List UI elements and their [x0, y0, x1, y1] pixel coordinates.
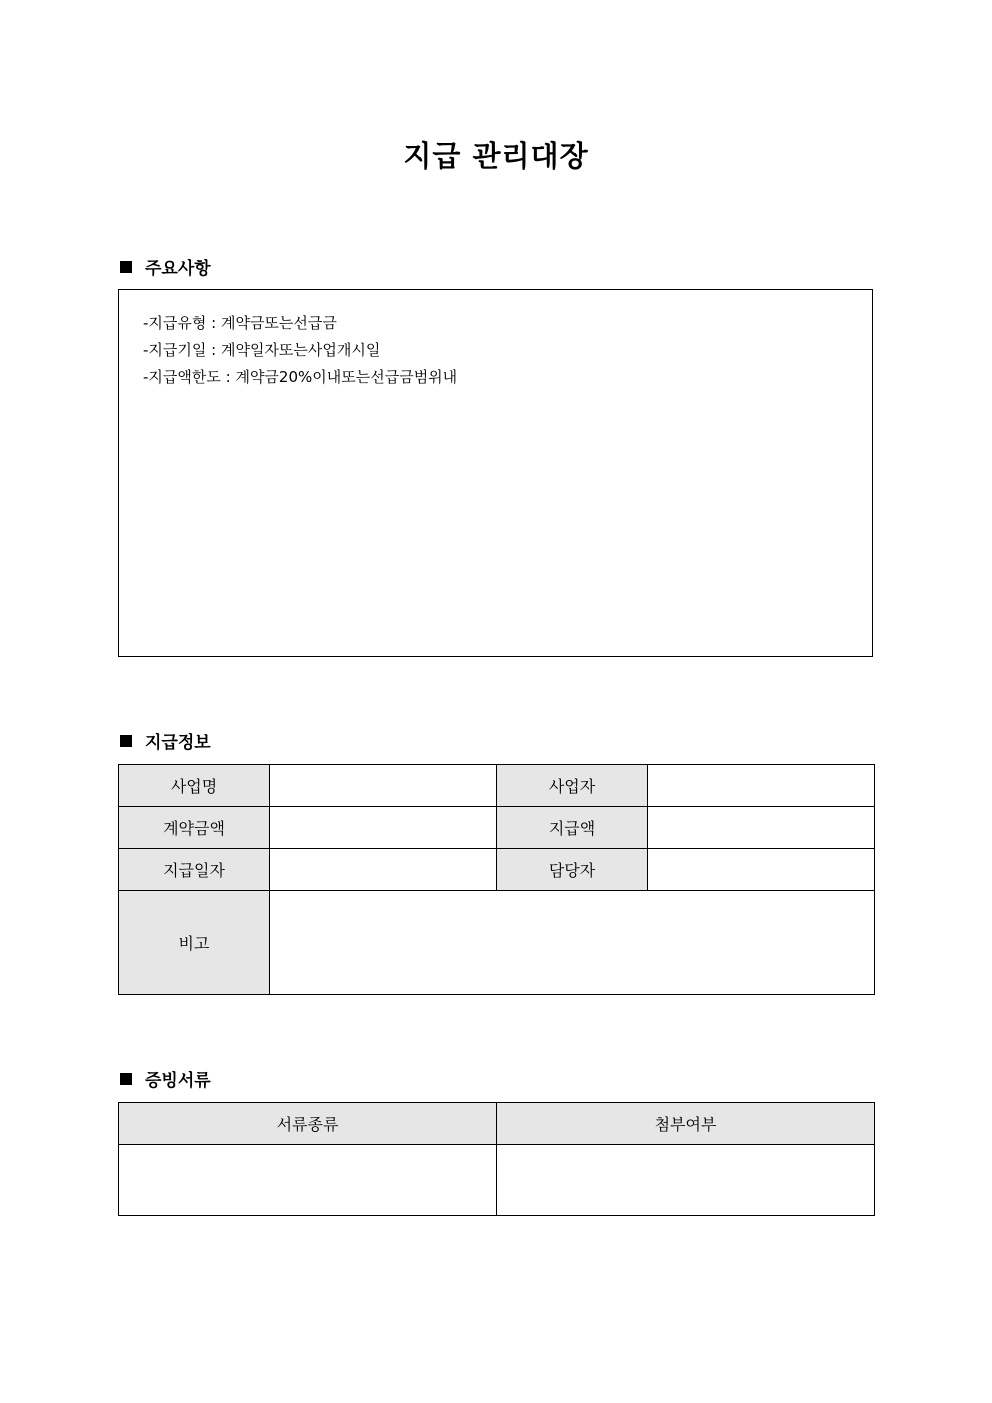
table-header-row	[119, 1103, 875, 1145]
notes-heading-label: 주요사항	[145, 259, 211, 279]
table-row	[119, 807, 875, 849]
notes-heading	[120, 254, 211, 279]
person-in-charge-field[interactable]	[648, 849, 875, 891]
table-row	[119, 765, 875, 807]
person-in-charge-label: 담당자	[497, 849, 648, 891]
documents-table	[118, 1102, 875, 1216]
square-bullet-icon	[120, 261, 132, 273]
contract-amount-field[interactable]	[270, 807, 497, 849]
note-line: -지급유형 : 계약금또는선급금	[143, 314, 337, 332]
document-type-header: 서류종류	[119, 1103, 497, 1145]
remarks-field[interactable]	[270, 891, 875, 995]
payment-date-label: 지급일자	[119, 849, 270, 891]
note-line: -지급액한도 : 계약금20%이내또는선급금범위내	[143, 368, 458, 386]
square-bullet-icon	[120, 735, 132, 747]
business-operator-field[interactable]	[648, 765, 875, 807]
business-name-label: 사업명	[119, 765, 270, 807]
business-operator-label: 사업자	[497, 765, 648, 807]
payment-info-heading-label: 지급정보	[145, 733, 211, 753]
table-row	[119, 1145, 875, 1216]
document-type-field[interactable]	[119, 1145, 497, 1216]
note-line: -지급기일 : 계약일자또는사업개시일	[143, 341, 381, 359]
documents-heading	[120, 1066, 211, 1091]
payment-info-table	[118, 764, 875, 995]
attachment-status-header: 첨부여부	[497, 1103, 875, 1145]
business-name-field[interactable]	[270, 765, 497, 807]
page-title: 지급 관리대장	[403, 139, 589, 173]
table-row	[119, 891, 875, 995]
notes-box[interactable]	[118, 289, 873, 657]
table-row	[119, 849, 875, 891]
attachment-status-field[interactable]	[497, 1145, 875, 1216]
payment-amount-label: 지급액	[497, 807, 648, 849]
square-bullet-icon	[120, 1073, 132, 1085]
payment-amount-field[interactable]	[648, 807, 875, 849]
payment-date-field[interactable]	[270, 849, 497, 891]
payment-info-heading	[120, 728, 211, 753]
remarks-label: 비고	[119, 891, 270, 995]
contract-amount-label: 계약금액	[119, 807, 270, 849]
documents-heading-label: 증빙서류	[145, 1071, 211, 1091]
